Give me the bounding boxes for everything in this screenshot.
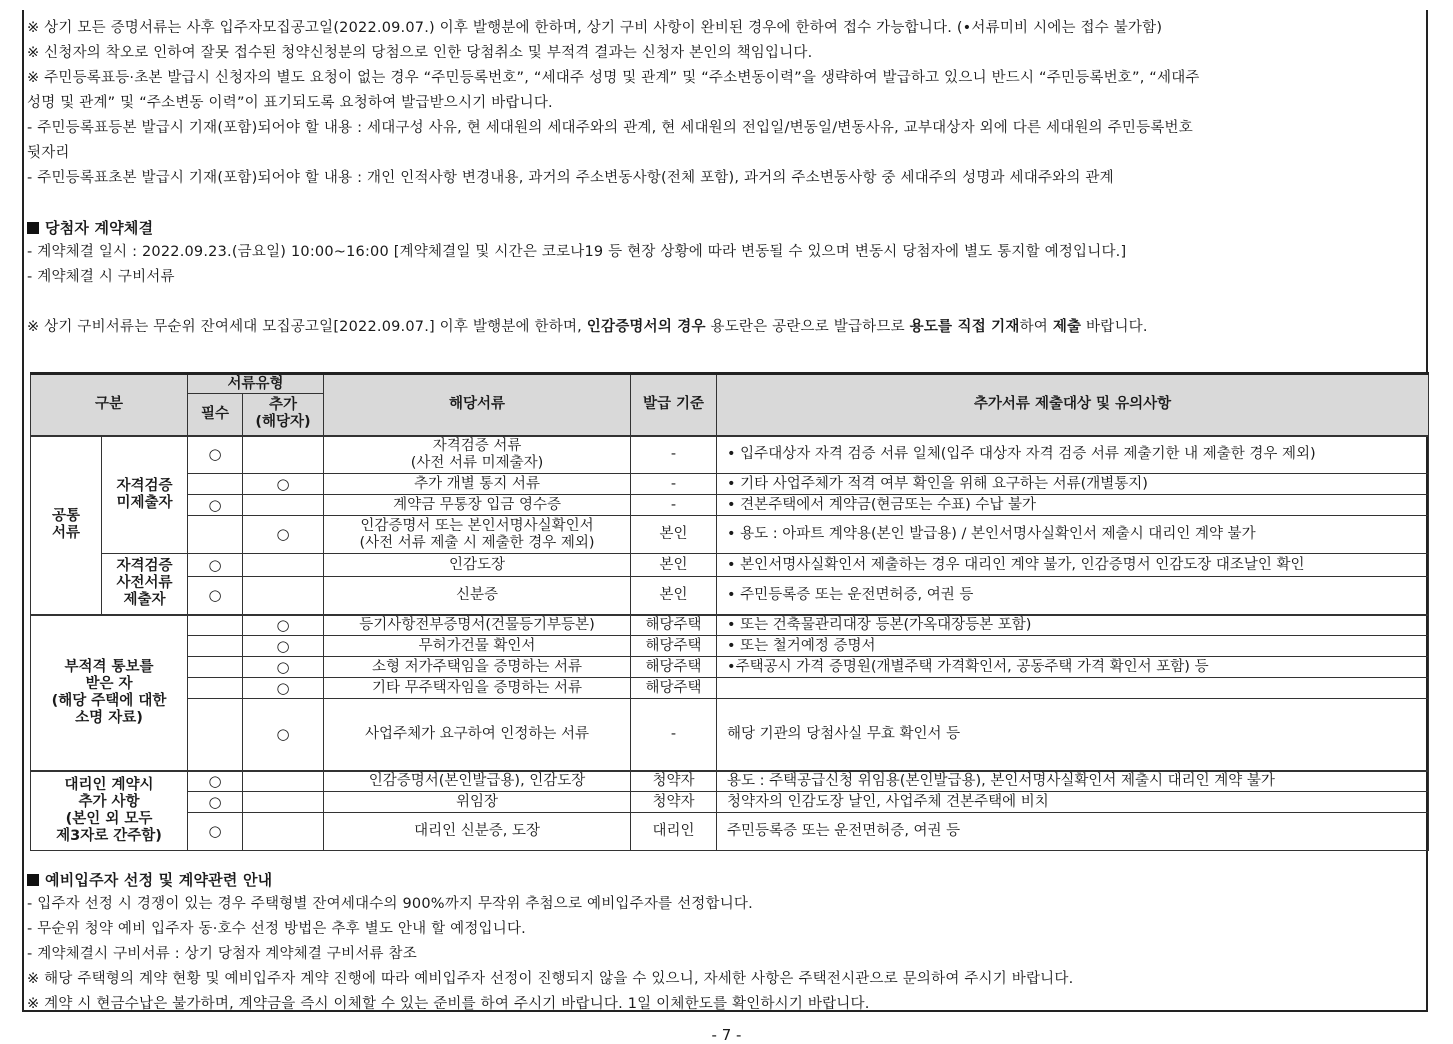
- basis-cell: 대리인: [631, 813, 717, 851]
- required-mark: [188, 615, 243, 636]
- group-ineligible: 부적격 통보를 받은 자 (해당 주택에 대한 소명 자료): [31, 615, 188, 771]
- additional-mark: [243, 577, 324, 615]
- note-cell: • 용도 : 아파트 계약용(본인 발급용) / 본인서명사실확인서 제출시 대리인 계약 불가: [717, 516, 1429, 554]
- additional-mark: ○: [243, 699, 324, 771]
- required-mark: ○: [188, 436, 243, 474]
- square-bullet-icon: [27, 874, 39, 886]
- note-cell: • 본인서명사실확인서 제출하는 경우 대리인 계약 불가, 인감증명서 인감도장 대조날인 확인: [717, 554, 1429, 577]
- group-common: 공통 서류: [31, 436, 102, 615]
- header-issue-basis: 발급 기준: [631, 374, 717, 436]
- additional-mark: ○: [243, 657, 324, 678]
- note-line: 뒷자리: [27, 145, 70, 161]
- basis-cell: 본인: [631, 516, 717, 554]
- additional-mark: ○: [243, 636, 324, 657]
- additional-mark: [243, 813, 324, 851]
- note-cell: [717, 678, 1429, 699]
- reserve-line: ※ 해당 주택형의 계약 현황 및 예비입주자 계약 진행에 따라 예비입주자 선정이 진행되지 않을 수 있으니, 자세한 사항은 주택전시관으로 문의하여 주시기 바랍니다.: [27, 971, 1074, 987]
- note-line: 성명 및 관계” 및 “주소변동 이력”이 표기되도록 요청하여 발급받으시기 바랍니다.: [27, 95, 553, 111]
- documents-table: [30, 372, 1429, 851]
- required-mark: [188, 516, 243, 554]
- note-cell: • 입주대상자 자격 검증 서류 일체(입주 대상자 자격 검증 서류 제출기한 내 제출한 경우 제외): [717, 436, 1429, 474]
- basis-cell: -: [631, 474, 717, 495]
- required-mark: ○: [188, 792, 243, 813]
- basis-cell: 본인: [631, 554, 717, 577]
- additional-mark: [243, 792, 324, 813]
- reserve-line: - 무순위 청약 예비 입주자 동·호수 선정 방법은 추후 별도 안내 할 예정입니다.: [27, 921, 526, 937]
- document-cell: 추가 개별 통지 서류: [324, 474, 631, 495]
- document-cell: 무허가건물 확인서: [324, 636, 631, 657]
- header-category: 구분: [31, 374, 188, 436]
- note-cell: 청약자의 인감도장 날인, 사업주체 견본주택에 비치: [717, 792, 1429, 813]
- reserve-line: - 계약체결시 구비서류 : 상기 당첨자 계약체결 구비서류 참조: [27, 946, 417, 962]
- contract-note: ※ 상기 구비서류는 무순위 잔여세대 모집공고일[2022.09.07.] 이후 발행분에 한하며, 인감증명서의 경우 용도란은 공란으로 발급하므로 용도를 직접 기재하여 제출 바랍니다.: [27, 319, 1148, 335]
- document-cell: 자격검증 서류 (사전 서류 미제출자): [324, 436, 631, 474]
- document-cell: 인감도장: [324, 554, 631, 577]
- required-mark: ○: [188, 554, 243, 577]
- additional-mark: ○: [243, 516, 324, 554]
- basis-cell: 해당주택: [631, 615, 717, 636]
- required-mark: [188, 657, 243, 678]
- document-cell: 인감증명서 또는 본인서명사실확인서 (사전 서류 제출 시 제출한 경우 제외): [324, 516, 631, 554]
- basis-cell: 해당주택: [631, 678, 717, 699]
- document-cell: 인감증명서(본인발급용), 인감도장: [324, 771, 631, 792]
- group-sub-submitted: 자격검증 사전서류 제출자: [102, 554, 188, 615]
- document-cell: 사업주체가 요구하여 인정하는 서류: [324, 699, 631, 771]
- group-sub-unsubmitted: 자격검증 미제출자: [102, 436, 188, 554]
- note-line: - 주민등록표초본 발급시 기재(포함)되어야 할 내용 : 개인 인적사항 변경내용, 과거의 주소변동사항(전체 포함), 과거의 주소변동사항 중 세대주의 성명과 세대주와의 관계: [27, 170, 1114, 186]
- required-mark: [188, 636, 243, 657]
- contract-line: - 계약체결 시 구비서류: [27, 269, 175, 285]
- basis-cell: 해당주택: [631, 657, 717, 678]
- required-mark: [188, 474, 243, 495]
- header-notes: 추가서류 제출대상 및 유의사항: [717, 374, 1429, 436]
- additional-mark: ○: [243, 678, 324, 699]
- additional-mark: [243, 436, 324, 474]
- basis-cell: -: [631, 436, 717, 474]
- note-cell: • 주민등록증 또는 운전면허증, 여권 등: [717, 577, 1429, 615]
- square-bullet-icon: [27, 222, 39, 234]
- note-cell: •주택공시 가격 증명원(개별주택 가격확인서, 공동주택 가격 확인서 포함) 등: [717, 657, 1429, 678]
- note-line: ※ 주민등록표등·초본 발급시 신청자의 별도 요청이 없는 경우 “주민등록번호”, “세대주 성명 및 관계” 및 “주소변동이력”을 생략하여 발급하고 있으니 반드시 “주민등록번호”, “세대주: [27, 70, 1200, 86]
- note-cell: 주민등록증 또는 운전면허증, 여권 등: [717, 813, 1429, 851]
- basis-cell: 청약자: [631, 771, 717, 792]
- note-cell: • 견본주택에서 계약금(현금또는 수표) 수납 불가: [717, 495, 1429, 516]
- note-cell: • 또는 건축물관리대장 등본(가옥대장등본 포함): [717, 615, 1429, 636]
- document-cell: 소형 저가주택임을 증명하는 서류: [324, 657, 631, 678]
- document-cell: 계약금 무통장 입금 영수증: [324, 495, 631, 516]
- additional-mark: [243, 771, 324, 792]
- required-mark: ○: [188, 495, 243, 516]
- header-additional: 추가 (해당자): [243, 394, 324, 436]
- required-mark: ○: [188, 771, 243, 792]
- reserve-line: - 입주자 선정 시 경쟁이 있는 경우 주택형별 잔여세대수의 900%까지 무작위 추첨으로 예비입주자를 선정합니다.: [27, 896, 753, 912]
- additional-mark: ○: [243, 474, 324, 495]
- reserve-heading: 예비입주자 선정 및 계약관련 안내: [27, 870, 272, 890]
- contract-heading: 당첨자 계약체결: [27, 218, 153, 238]
- document-cell: 등기사항전부증명서(건물등기부등본): [324, 615, 631, 636]
- basis-cell: 해당주택: [631, 636, 717, 657]
- header-document: 해당서류: [324, 374, 631, 436]
- additional-mark: [243, 495, 324, 516]
- document-cell: 위임장: [324, 792, 631, 813]
- additional-mark: [243, 554, 324, 577]
- reserve-line: ※ 계약 시 현금수납은 불가하며, 계약금을 즉시 이체할 수 있는 준비를 하여 주시기 바랍니다. 1일 이체한도를 확인하시기 바랍니다.: [27, 996, 870, 1012]
- note-cell: 용도 : 주택공급신청 위임용(본인발급용), 본인서명사실확인서 제출시 대리인 계약 불가: [717, 771, 1429, 792]
- contract-line: - 계약체결 일시 : 2022.09.23.(금요일) 10:00~16:00 [계약체결일 및 시간은 코로나19 등 현장 상황에 따라 변동될 수 있으며 변동시 당첨자에 별도 통지할 예정입니다.]: [27, 244, 1127, 260]
- page-number: - 7 -: [711, 1026, 742, 1044]
- document-cell: 대리인 신분증, 도장: [324, 813, 631, 851]
- note-line: ※ 상기 모든 증명서류는 사후 입주자모집공고일(2022.09.07.) 이후 발행분에 한하며, 상기 구비 사항이 완비된 경우에 한하여 접수 가능합니다. (•서류미비 시에는 접수 불가함): [27, 20, 1163, 36]
- header-doc-type: 서류유형: [188, 374, 324, 394]
- note-line: - 주민등록표등본 발급시 기재(포함)되어야 할 내용 : 세대구성 사유, 현 세대원의 세대주와의 관계, 현 세대원의 전입일/변동일/변동사유, 교부대상자 외에 다른 세대원의 주민등록번호: [27, 120, 1193, 136]
- basis-cell: -: [631, 699, 717, 771]
- note-line: ※ 신청자의 착오로 인하여 잘못 접수된 청약신청분의 당첨으로 인한 당첨취소 및 부적격 결과는 신청자 본인의 책임입니다.: [27, 45, 813, 61]
- group-proxy: 대리인 계약시 추가 사항 (본인 외 모두 제3자로 간주함): [31, 771, 188, 851]
- basis-cell: -: [631, 495, 717, 516]
- note-cell: 해당 기관의 당첨사실 무효 확인서 등: [717, 699, 1429, 771]
- basis-cell: 청약자: [631, 792, 717, 813]
- document-cell: 기타 무주택자임을 증명하는 서류: [324, 678, 631, 699]
- required-mark: [188, 699, 243, 771]
- note-cell: • 기타 사업주체가 적격 여부 확인을 위해 요구하는 서류(개별통지): [717, 474, 1429, 495]
- required-mark: ○: [188, 813, 243, 851]
- note-cell: • 또는 철거예정 증명서: [717, 636, 1429, 657]
- header-required: 필수: [188, 394, 243, 436]
- additional-mark: ○: [243, 615, 324, 636]
- basis-cell: 본인: [631, 577, 717, 615]
- document-cell: 신분증: [324, 577, 631, 615]
- required-mark: ○: [188, 577, 243, 615]
- required-mark: [188, 678, 243, 699]
